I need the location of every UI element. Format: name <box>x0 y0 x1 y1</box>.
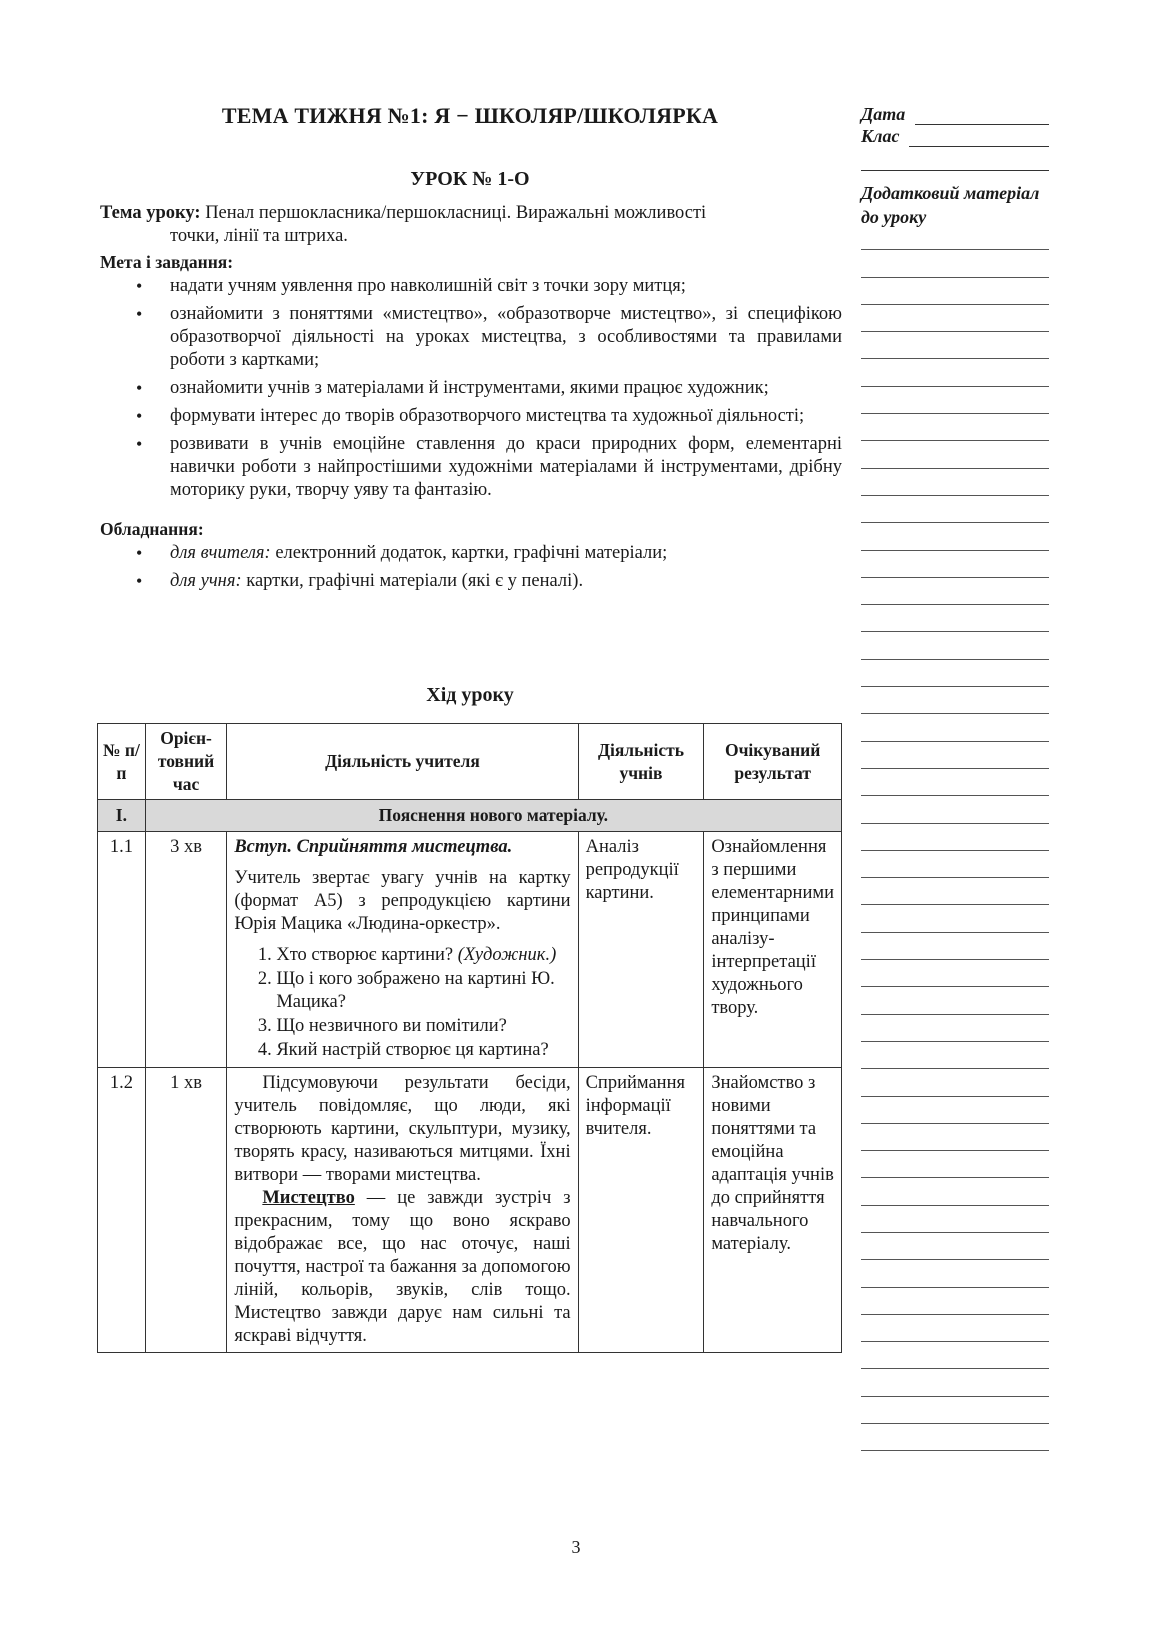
goal-item: • ознайомити з поняттями «мистецтво», «образотворче мистецтво», зі специфікою образотворчої діяльності на уроках мистецтва, з особливостями та правилами роботи з картками; <box>100 303 842 372</box>
activity-text: Підсумовуючи результати бесіди, учитель повідомляє, що люди, які створюють картини, скульптури, музику, творять красу, називаються митцями. Їхні витвори — творами мистецтва. <box>234 1073 571 1185</box>
note-line <box>861 933 1049 960</box>
col-header-students: Діяльність учнів <box>578 724 704 800</box>
notes-sidebar <box>861 103 1049 229</box>
note-line <box>861 905 1049 932</box>
note-line <box>861 523 1049 550</box>
section-num: I. <box>98 800 146 832</box>
row-teacher-activity <box>227 832 578 1068</box>
note-line <box>861 769 1049 796</box>
note-line <box>861 332 1049 359</box>
goals-list <box>100 275 842 502</box>
term-art: Мистецтво <box>262 1188 355 1208</box>
note-line <box>861 605 1049 632</box>
row-num: 1.2 <box>98 1068 146 1353</box>
note-line <box>861 1206 1049 1233</box>
note-line <box>861 1097 1049 1124</box>
note-line <box>861 1151 1049 1178</box>
col-header-time: Орієн-товний час <box>145 724 227 800</box>
extra-material-label: Додатковий матеріал до уроку <box>861 183 1040 227</box>
goal-item: • формувати інтерес до творів образотворчого мистецтва та художньої діяльності; <box>100 405 842 428</box>
note-line <box>861 1124 1049 1151</box>
note-line <box>861 278 1049 305</box>
activity-heading: Вступ. Сприйняття мистецтва. <box>234 837 513 857</box>
page-title: ТЕМА ТИЖНЯ №1: Я − ШКОЛЯР/ШКОЛЯРКА <box>221 103 719 128</box>
topic-text-line1: Пенал першокласника/першокласниці. Виражальні можливості <box>200 203 707 223</box>
note-line <box>861 387 1049 414</box>
question-item: 2. Що і кого зображено на картині Ю. Мацика? <box>276 968 570 1014</box>
note-line <box>861 987 1049 1014</box>
note-line <box>861 359 1049 386</box>
equipment-item <box>100 570 842 593</box>
row-expected-result: Ознайомлення з першими елементарними принципами аналізу-інтерпретації художнього твору. <box>704 832 842 1068</box>
equipment-list <box>100 542 842 593</box>
class-field <box>861 125 1049 147</box>
question-item: 4. Який настрій створює ця картина? <box>276 1039 570 1062</box>
note-line <box>861 960 1049 987</box>
section-row <box>98 800 842 832</box>
note-line <box>861 742 1049 769</box>
row-students-activity: Сприймання інформації вчителя. <box>578 1068 704 1353</box>
note-line <box>861 469 1049 496</box>
activity-text: Учитель звертає увагу учнів на картку (формат А5) з репродукцією картини Юрія Мацика «Людина-оркестр». <box>234 868 571 934</box>
date-field <box>861 103 1049 125</box>
note-line <box>861 496 1049 523</box>
note-line <box>861 1342 1049 1369</box>
table-header-row <box>98 724 842 800</box>
equipment-who: для учня: <box>170 571 242 591</box>
note-line <box>861 223 1049 250</box>
note-line <box>861 632 1049 659</box>
question-list <box>234 944 570 1062</box>
class-label: Клас <box>861 126 900 146</box>
note-line <box>861 1369 1049 1396</box>
equipment-what: електронний додаток, картки, графічні матеріали; <box>270 543 668 563</box>
note-line <box>861 305 1049 332</box>
note-line <box>861 1397 1049 1424</box>
lesson-progress-table <box>97 723 842 1353</box>
lesson-topic <box>100 202 842 248</box>
lesson-plan-body <box>100 202 842 598</box>
note-line <box>861 796 1049 823</box>
note-line <box>861 441 1049 468</box>
goal-item: • ознайомити учнів з матеріалами й інструментами, якими працює художник; <box>100 377 842 400</box>
blank-line <box>861 147 1049 171</box>
notes-lines <box>861 223 1049 1451</box>
row-expected-result: Знайомство з новими поняттями та емоційна адаптація учнів до сприйняття навчального матеріалу. <box>704 1068 842 1353</box>
topic-label: Тема уроку: <box>100 203 201 223</box>
note-line <box>861 1015 1049 1042</box>
section-title: Пояснення нового матеріалу. <box>145 800 841 832</box>
col-header-num: № п/п <box>98 724 146 800</box>
note-line <box>861 824 1049 851</box>
row-num: 1.1 <box>98 832 146 1068</box>
table-row <box>98 832 842 1068</box>
note-line <box>861 714 1049 741</box>
note-line <box>861 1260 1049 1287</box>
note-line <box>861 551 1049 578</box>
note-line <box>861 1315 1049 1342</box>
note-line <box>861 1042 1049 1069</box>
lesson-progress-title: Хід уроку <box>426 684 514 706</box>
activity-text: Мистецтво — це завжди зустріч з прекрасним, тому що воно яскраво відображає все, що нас оточує, наші почуття, настрої та бажання за допомогою ліній, кольорів, звуків, слів тощо. Мистецтво завжди дарує нам сильні та яскраві відчуття. <box>234 1188 571 1346</box>
note-line <box>861 687 1049 714</box>
question-item: 1. Хто створює картини? (Художник.) <box>276 944 570 967</box>
equipment-heading: Обладнання: <box>100 519 204 539</box>
goal-item: • розвивати в учнів емоційне ставлення до краси природних форм, елементарні навички роботи з найпростішими художніми матеріалами й інструментами, дрібну моторику руки, творчу уяву та фантазію. <box>100 433 842 502</box>
table-row <box>98 1068 842 1353</box>
note-line <box>861 851 1049 878</box>
date-label: Дата <box>861 104 906 124</box>
note-line <box>861 1178 1049 1205</box>
row-teacher-activity <box>227 1068 578 1353</box>
col-header-result: Очікуваний результат <box>704 724 842 800</box>
question-item: 3. Що незвичного ви помітили? <box>276 1015 570 1038</box>
lesson-title: УРОК № 1-О <box>410 168 530 190</box>
row-time: 3 хв <box>145 832 227 1068</box>
goals-heading: Мета і завдання: <box>100 252 234 272</box>
page-number: 3 <box>571 1537 581 1557</box>
note-line <box>861 1233 1049 1260</box>
note-line <box>861 1069 1049 1096</box>
equipment-who: для вчителя: <box>170 543 271 563</box>
note-line <box>861 1288 1049 1315</box>
row-time: 1 хв <box>145 1068 227 1353</box>
note-line <box>861 414 1049 441</box>
note-line <box>861 878 1049 905</box>
note-line <box>861 250 1049 277</box>
goal-item: • надати учням уявлення про навколишній світ з точки зору митця; <box>100 275 842 298</box>
row-students-activity: Аналіз репродукції картини. <box>578 832 704 1068</box>
topic-text-line2: точки, лінії та штриха. <box>170 226 348 246</box>
equipment-item <box>100 542 842 565</box>
col-header-teacher: Діяльність учителя <box>227 724 578 800</box>
note-line <box>861 660 1049 687</box>
note-line <box>861 578 1049 605</box>
equipment-what: картки, графічні матеріали (які є у пеналі). <box>241 571 584 591</box>
note-line <box>861 1424 1049 1451</box>
